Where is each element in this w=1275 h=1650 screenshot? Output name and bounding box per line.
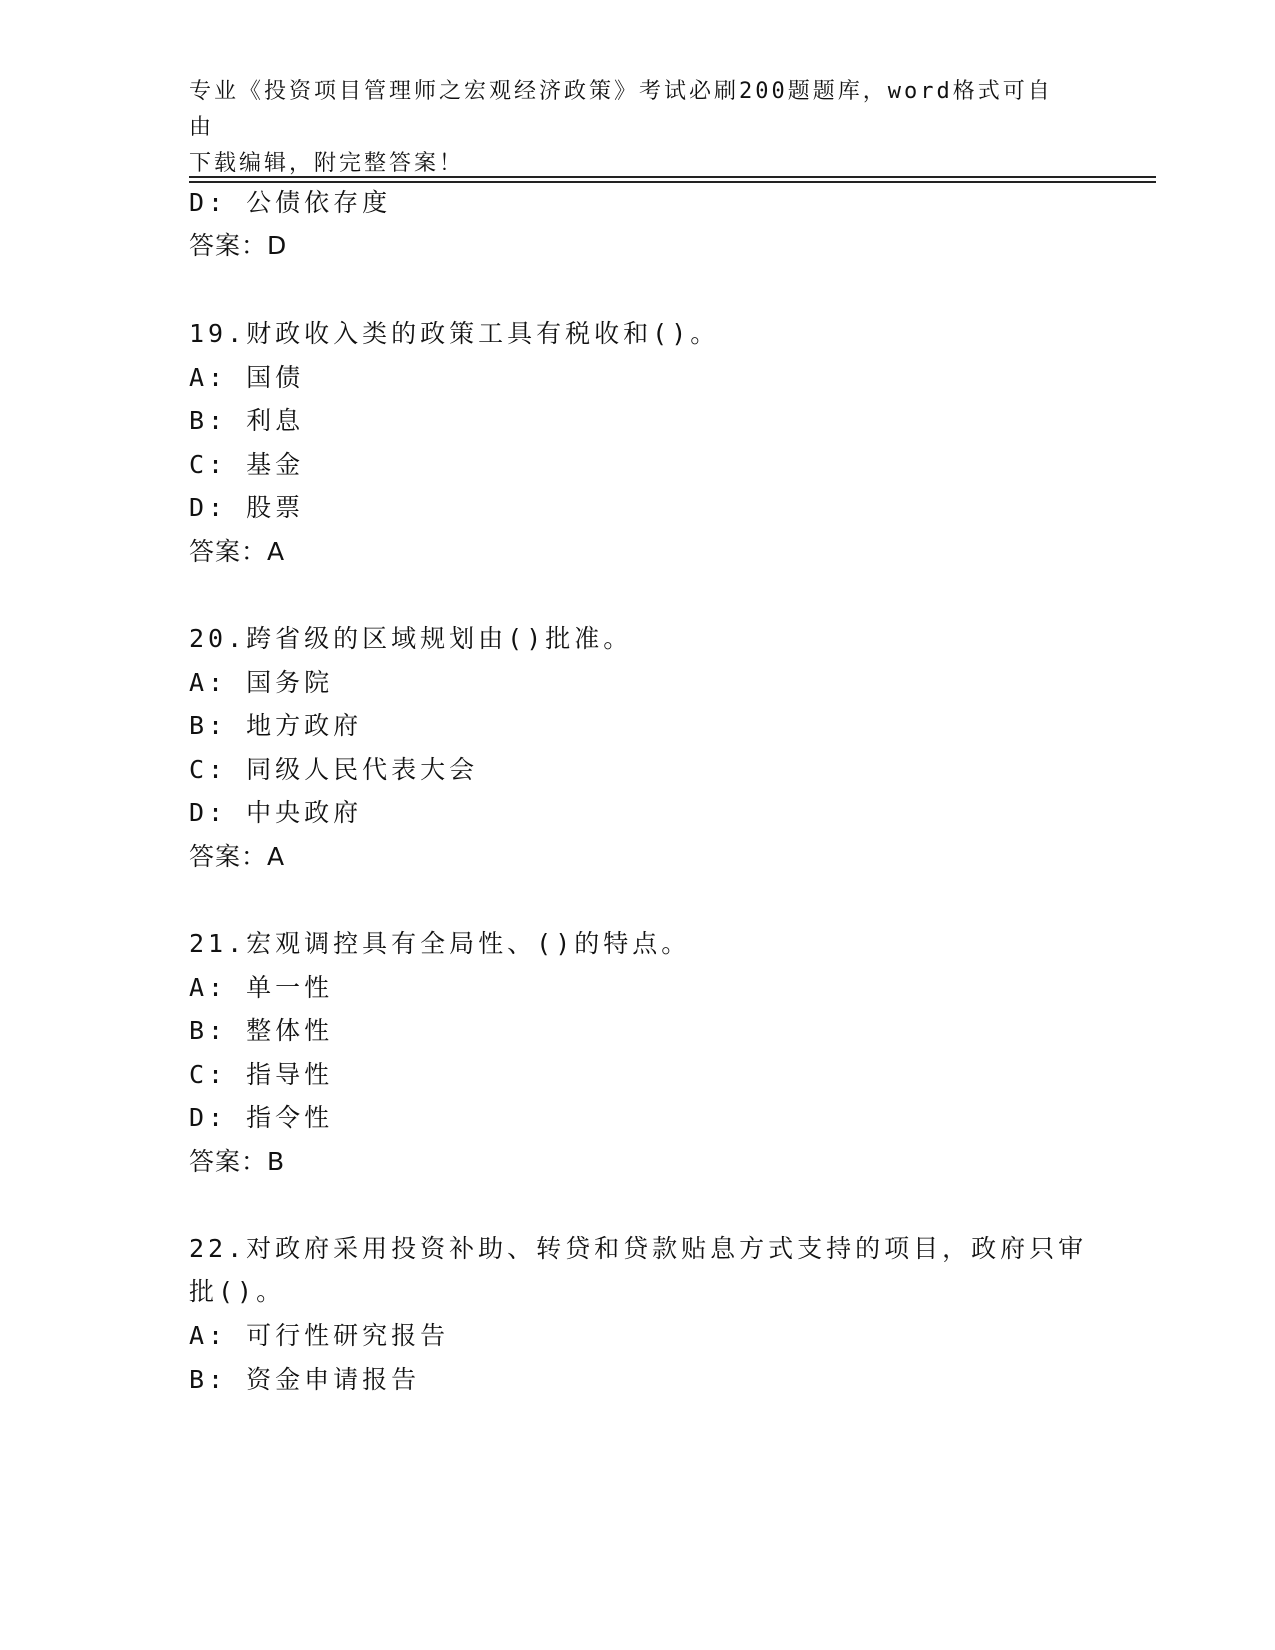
question-22-option-a: A: 可行性研究报告 bbox=[189, 1321, 450, 1350]
question-22-option-b: B: 资金申请报告 bbox=[189, 1365, 421, 1394]
question-19-option-a: A: 国债 bbox=[189, 363, 305, 392]
question-19-option-d: D: 股票 bbox=[189, 493, 305, 522]
question-19-option-c: C: 基金 bbox=[189, 450, 305, 479]
question-21-answer: 答案：B bbox=[189, 1147, 286, 1176]
question-21-option-a: A: 单一性 bbox=[189, 973, 334, 1002]
header-divider-bottom bbox=[189, 181, 1156, 183]
header-divider-top bbox=[189, 176, 1156, 178]
question-20: 20.跨省级的区域规划由()批准。 bbox=[189, 624, 633, 653]
header-intro-line-2: 下载编辑，附完整答案！ bbox=[189, 151, 465, 176]
question-21-option-d: D: 指令性 bbox=[189, 1103, 334, 1132]
question-22-line-1: 22.对政府采用投资补助、转贷和贷款贴息方式支持的项目，政府只审 bbox=[189, 1234, 1088, 1263]
question-20-option-c: C: 同级人民代表大会 bbox=[189, 755, 479, 784]
question-19: 19.财政收入类的政策工具有税收和()。 bbox=[189, 319, 720, 348]
header-intro-line-1: 专业《投资项目管理师之宏观经济政策》考试必刷200题题库，word格式可自由 bbox=[189, 79, 1053, 140]
answer: 答案：D bbox=[189, 231, 288, 260]
question-21-option-b: B: 整体性 bbox=[189, 1016, 334, 1045]
question-20-option-b: B: 地方政府 bbox=[189, 711, 363, 740]
question-20-option-a: A: 国务院 bbox=[189, 668, 334, 697]
question-19-option-b: B: 利息 bbox=[189, 406, 305, 435]
option-d: D: 公债依存度 bbox=[189, 188, 392, 217]
document-header bbox=[189, 74, 1069, 182]
question-21-option-c: C: 指导性 bbox=[189, 1060, 334, 1089]
question-21: 21.宏观调控具有全局性、()的特点。 bbox=[189, 929, 691, 958]
question-20-option-d: D: 中央政府 bbox=[189, 798, 363, 827]
question-20-answer: 答案：A bbox=[189, 842, 286, 871]
question-19-answer: 答案：A bbox=[189, 537, 286, 566]
question-22-line-2: 批()。 bbox=[189, 1277, 286, 1306]
